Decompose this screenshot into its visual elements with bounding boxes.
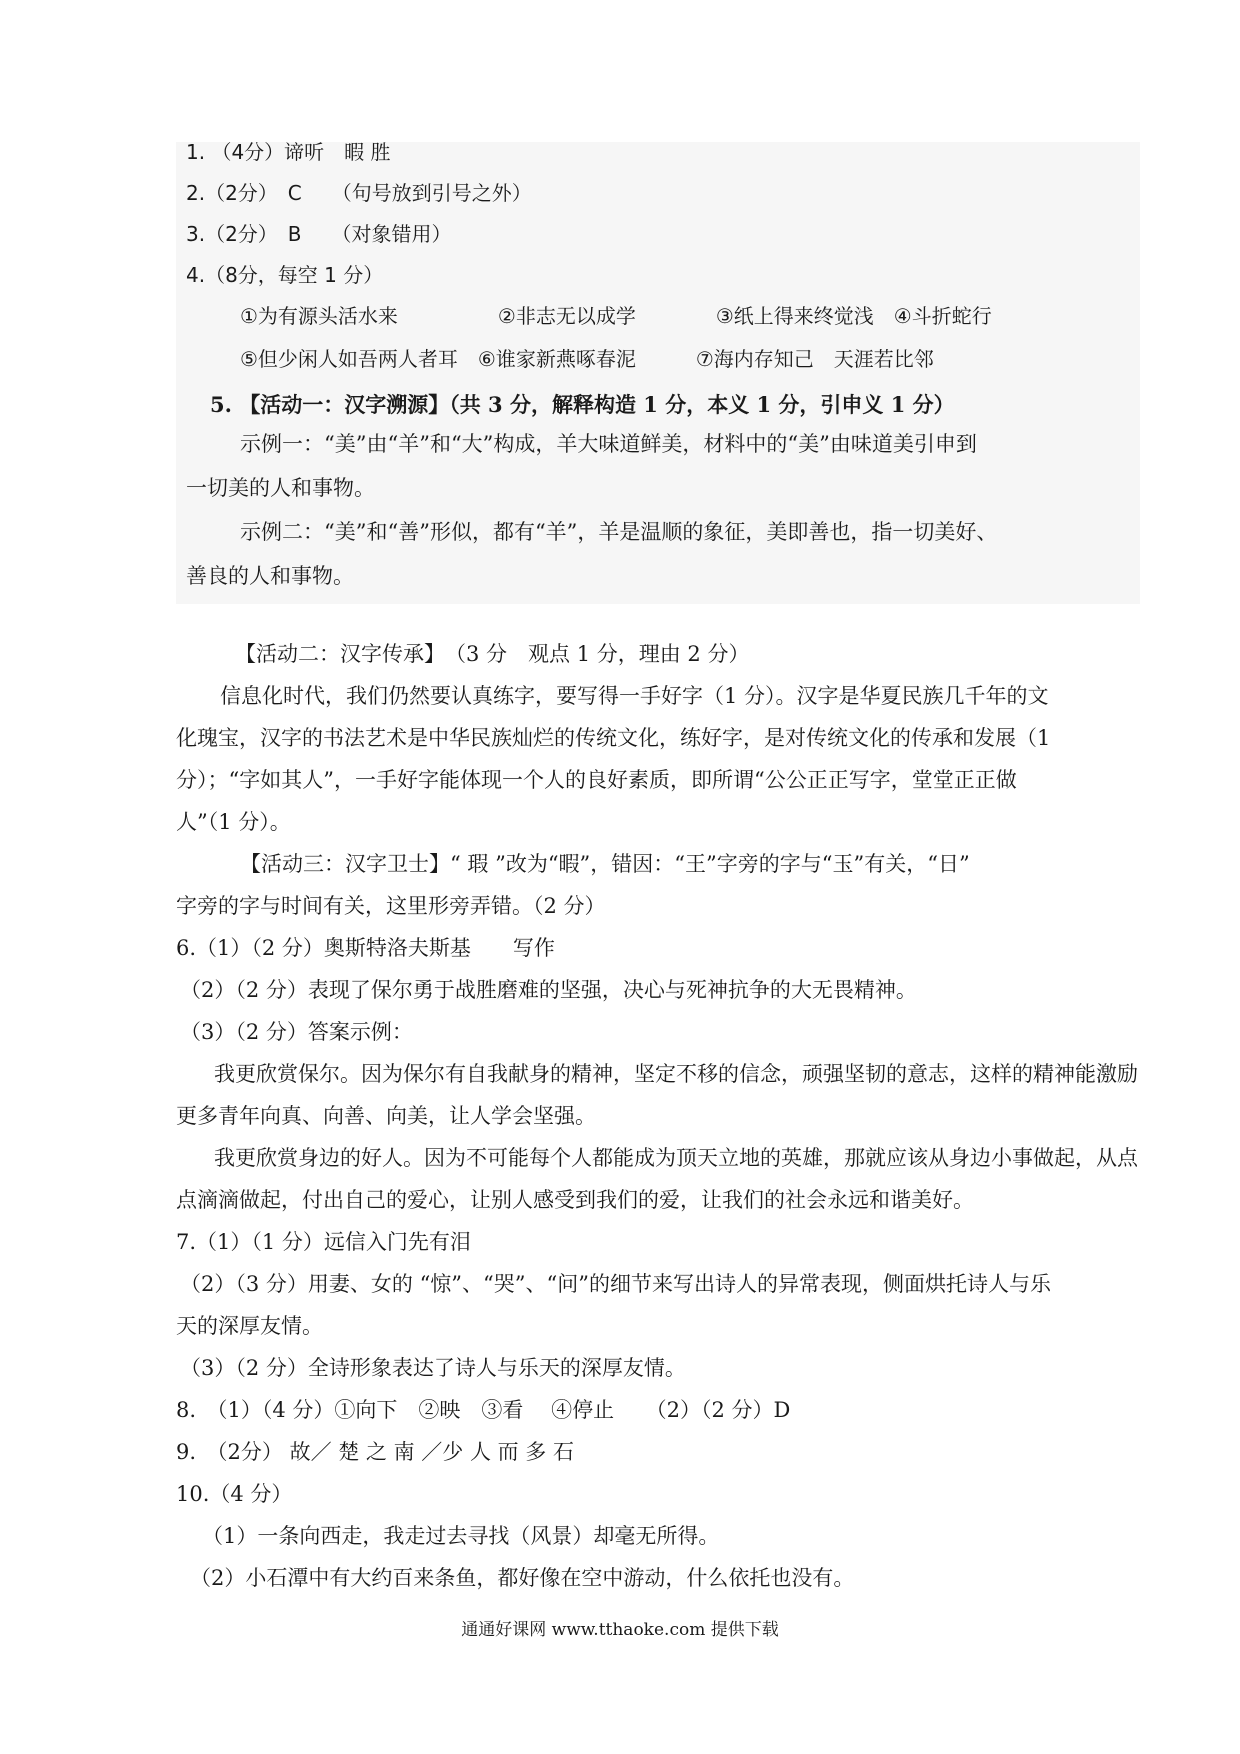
activity-two-para-3: 分）；“字如其人”，一手好字能体现一个人的良好素质，即所谓“公公正正写字，堂堂正正做 bbox=[176, 768, 1017, 792]
answer-6-example1-b: 更多青年向真、向善、向美，让人学会坚强。 bbox=[176, 1104, 596, 1128]
answer-7-1: 7.（1）（1 分）远信入门先有泪 bbox=[176, 1230, 471, 1254]
answer-6-example2-b: 点滴滴做起，付出自己的爱心，让别人感受到我们的爱，让我们的社会永远和谐美好。 bbox=[176, 1188, 974, 1212]
answer-7-3: （3）（2 分）全诗形象表达了诗人与乐天的深厚友情。 bbox=[180, 1356, 686, 1380]
answer-6-3: （3）（2 分）答案示例： bbox=[180, 1020, 413, 1044]
answer-10-2: （2）小石潭中有大约百来条鱼，都好像在空中游动，什么依托也没有。 bbox=[190, 1566, 855, 1590]
answer-6-1: 6.（1）（2 分）奥斯特洛夫斯基 写作 bbox=[176, 936, 555, 960]
answer-line-1: 1. （4分）谛听 暇 胜 bbox=[186, 140, 391, 164]
answer-line-4: 4.（8分，每空 1 分） bbox=[186, 263, 384, 287]
activity-three-line-2: 字旁的字与时间有关，这里形旁弄错。（2 分） bbox=[176, 894, 606, 918]
answer-line-3: 3.（2分） B （对象错用） bbox=[186, 222, 452, 246]
activity-two-para-4: 人”（1 分）。 bbox=[176, 810, 291, 834]
answer-7-2-b: 天的深厚友情。 bbox=[176, 1314, 323, 1338]
answer-line-2: 2.（2分） C （句号放到引号之外） bbox=[186, 181, 532, 205]
answer-9: 9. （2分） 故／ 楚 之 南 ／少 人 而 多 石 bbox=[176, 1440, 574, 1464]
activity-three-line-1: 【活动三：汉字卫士】“ 瑕 ”改为“暇”，错因：“王”字旁的字与“玉”有关，“日” bbox=[240, 852, 970, 876]
answer-6-2: （2）（2 分）表现了保尔勇于战胜磨难的坚强，决心与死神抗争的大无畏精神。 bbox=[180, 978, 917, 1002]
page-footer: 通通好课网 www.tthaoke.com 提供下载 bbox=[461, 1620, 779, 1640]
answer-10-1: （1）一条向西走，我走过去寻找（风景）却毫无所得。 bbox=[202, 1524, 720, 1548]
activity-one-heading: 5. 【活动一：汉字溯源】（共 3 分，解释构造 1 分，本义 1 分，引申义 1 分） bbox=[210, 392, 955, 417]
activity-one-example1-b: 一切美的人和事物。 bbox=[186, 476, 375, 500]
answer-8: 8. （1）（4 分）①向下 ②映 ③看 ④停止 （2）（2 分）D bbox=[176, 1398, 791, 1422]
activity-two-para-1: 信息化时代，我们仍然要认真练字，要写得一手好字（1 分）。汉字是华夏民族几千年的文 bbox=[220, 684, 1049, 708]
activity-one-example2-b: 善良的人和事物。 bbox=[186, 564, 354, 588]
answer-7-2-a: （2）（3 分）用妻、女的 “惊”、“哭”、“问”的细节来写出诗人的异常表现，侧面烘托诗人与乐 bbox=[180, 1272, 1051, 1296]
activity-one-example2-a: 示例二：“美”和“善”形似，都有“羊”，羊是温顺的象征，美即善也，指一切美好、 bbox=[240, 520, 998, 544]
answer-line-4-row1: ①为有源头活水来 ②非志无以成学 ③纸上得来终觉浅 ④斗折蛇行 bbox=[240, 304, 992, 328]
activity-one-example1-a: 示例一：“美”由“羊”和“大”构成，羊大味道鲜美，材料中的“美”由味道美引申到 bbox=[240, 432, 977, 456]
answer-6-example2-a: 我更欣赏身边的好人。因为不可能每个人都能成为顶天立地的英雄，那就应该从身边小事做起，从点 bbox=[214, 1146, 1138, 1170]
answer-line-4-row2: ⑤但少闲人如吾两人者耳 ⑥谁家新燕啄春泥 ⑦海内存知己 天涯若比邻 bbox=[240, 347, 934, 371]
activity-two-para-2: 化瑰宝，汉字的书法艺术是中华民族灿烂的传统文化，练好字，是对传统文化的传承和发展（1 bbox=[176, 726, 1051, 750]
answer-10-heading: 10.（4 分） bbox=[176, 1482, 293, 1506]
activity-two-heading: 【活动二：汉字传承】 （3 分 观点 1 分，理由 2 分） bbox=[235, 642, 750, 666]
answer-6-example1-a: 我更欣赏保尔。因为保尔有自我献身的精神，坚定不移的信念，顽强坚韧的意志，这样的精神能激励 bbox=[214, 1062, 1138, 1086]
